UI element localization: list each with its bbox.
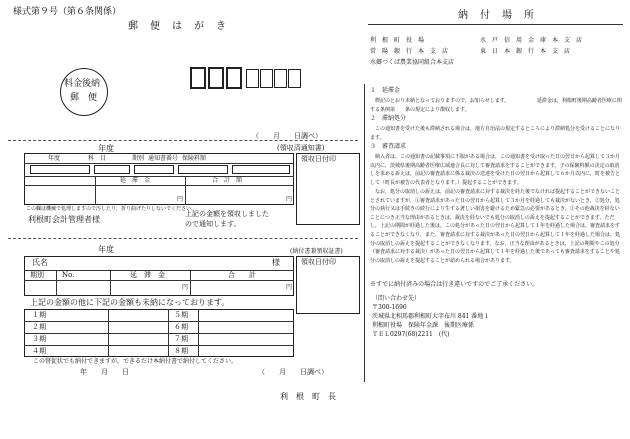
postal-box[interactable] <box>274 69 287 88</box>
received-msg-1: 上記の金額を領収しました <box>185 210 269 218</box>
place-3: 常 陽 銀 行 本 支 店 <box>370 48 449 55</box>
receipt-stamp-box <box>296 153 360 225</box>
section-3-title: ３ 審査請求 <box>370 143 407 150</box>
period-1: １期 <box>32 311 46 319</box>
place-5: 水郷つくば農業協同組合本支店 <box>370 59 455 66</box>
period-2: ２期 <box>32 323 46 331</box>
unpaid-statement: 上記の金額の他に下記の金額も未納になっております。 <box>30 298 230 307</box>
header-premium: 保険料額 <box>182 155 207 162</box>
postal-box[interactable] <box>288 69 301 88</box>
place-2: 水 戸 信 用 金 庫 本 支 店 <box>480 37 583 44</box>
cut-line <box>8 140 358 141</box>
name-label: 氏名 <box>32 258 48 267</box>
receipt-stamp-label: 領収日付印 <box>301 155 336 163</box>
period-6: ６期 <box>174 323 188 331</box>
notice-no-field[interactable] <box>178 165 228 174</box>
receipt2-kind: (納付書兼領収証書) <box>290 248 343 255</box>
receipt2-era: 年度 <box>98 245 114 254</box>
header-total: 合 計 額 <box>212 177 243 184</box>
mayor-title: 利 根 町 長 <box>280 392 336 401</box>
premium-field[interactable] <box>232 165 290 174</box>
section-2-body: この通知書を受けた後も滞納される場合は，地方自治法の規定するところにより滞納処分を受けることになります。 <box>370 126 621 141</box>
section-1-body: 標記のとおり未納となっておりますので，お知らせします。 延滞金は，利根町後期高齢者医療に関する条例第 条の規定により徴収します。 <box>370 98 622 113</box>
honorific: 様 <box>272 258 280 267</box>
header-notice-no: 通知書番号 <box>148 155 179 162</box>
contact-postal: 〒300-1696 <box>372 304 407 311</box>
header-late-fee: 延 滞 金 <box>120 177 151 184</box>
subject-field[interactable] <box>94 165 130 174</box>
receipt-note: この欄は機械で処理しますので汚したり，折り曲げたりしないでください。 <box>26 206 197 212</box>
col-no: No. <box>62 271 75 279</box>
period-field[interactable] <box>134 165 174 174</box>
contact-dept: 利根町役場 保険年金課 後期医療係 <box>372 322 475 329</box>
postal-box[interactable] <box>190 67 206 89</box>
date-line: （ 月 日調べ） <box>258 368 328 376</box>
col-period: 期別 <box>30 271 44 279</box>
place-4: 東 日 本 銀 行 本 支 店 <box>480 48 571 55</box>
header-period: 期別 <box>132 155 145 162</box>
postcard-title: 郵 便 は が き <box>128 21 227 32</box>
payment-places-title: 納 付 場 所 <box>458 10 535 21</box>
period-5: ５期 <box>174 311 188 319</box>
footnote: この督促状でも納付できますが，できるだけ本納付書で納付してください。 <box>33 358 238 365</box>
postal-box[interactable] <box>208 67 224 89</box>
postage-paid-stamp <box>60 68 108 116</box>
form-number: 様式第９号（第６条関係） <box>13 7 122 17</box>
header-year: 年度 <box>48 155 61 162</box>
stamp-line1: 料金後納 <box>64 79 101 89</box>
postal-box[interactable] <box>226 67 242 89</box>
header-subject: 科 目 <box>88 155 107 162</box>
contact-title: （問い合わせ先） <box>372 295 421 302</box>
already-paid-note: ※すでに納付済みの場合は行き違いですのでご了承ください。 <box>370 281 539 288</box>
receipt-era: 年度 <box>98 144 114 153</box>
contact-tel: ＴＥＬ0297(68)2211 (代) <box>372 331 450 338</box>
postal-box[interactable] <box>246 69 259 88</box>
yen-1: 円 <box>177 196 184 203</box>
year-field[interactable] <box>30 165 90 174</box>
period-4: ４期 <box>32 347 46 355</box>
yen-3: 円 <box>182 284 189 291</box>
period-7: ７期 <box>174 335 188 343</box>
period-8: ８期 <box>174 347 188 355</box>
section-3-body-2: なお，処分の取消しの訴えは，前記の審査請求に対する裁決を経た後でなければ提起することができないこととされていますが，①審査請求があった日の翌日から起算して３か月を経過しても裁決がないとき，②処分，処分の執行又は手続きの続行により生ずる著しい損害を避けるため緊急の必要があるとき，③その他裁決を経ないことにつき正当な理由があるときは，裁決を経ないでも処分の取消しの訴えを提起することができます。ただし，上記の期間が経過した後は，この処分があった日の翌日から起算して１年を経過した場合は，審査請求をすることができなくなり，また，審査請求に対する裁決があった日の翌日から起算して１年を経過した場合は，処分の取消しの訴えを提起することができなくなります。なお，正当な理由があるときは，上記の期間やこの処分（審査請求に対する裁決）があった日の翌日から起算して１年を経過した後であっても審査請求をすることや処分の取消しの訴えを提起することが認められる場合があります。 <box>370 189 621 264</box>
place-1: 利 根 町 役 場 <box>370 37 425 44</box>
period-3: ３期 <box>32 335 46 343</box>
received-msg-2: ので通知します。 <box>185 220 241 228</box>
receipt-kind: (領収済通知書) <box>277 144 325 152</box>
yen-2: 円 <box>286 196 293 203</box>
yen-4: 円 <box>286 284 293 291</box>
receipt-date-line: （ 月 日調べ） <box>252 132 322 140</box>
col-total: 合 計 <box>228 271 256 279</box>
receipt-addressee: 利根町会計管理者様 <box>28 215 100 224</box>
section-2-title: ２ 滞納処分 <box>370 115 407 122</box>
contact-address: 茨城県北相馬郡利根町大字布川 841 番地１ <box>372 313 490 320</box>
receipt2-stamp-label: 領収日付印 <box>301 258 336 266</box>
section-1-title: １ 延滞金 <box>370 87 401 94</box>
date-label: 年 月 日 <box>80 368 129 376</box>
cut-line-2 <box>8 238 358 239</box>
postal-box[interactable] <box>260 69 273 88</box>
col-late-fee: 延 滞 金 <box>130 271 165 279</box>
stamp-line2: 郵 便 <box>70 93 98 103</box>
section-3-body: 納入者は，この通知書の記載事項に不服がある場合は，この通知書を受け取った日の翌日から起算して３か月以内に，茨城県後期高齢者医療広域連合長に対して審査請求をすることができます。子の保険料額の決定の取消しを求める訴えは，前記の審査請求に係る裁決の送達を受けた日の翌日から起算して６か月以内に，町を被告として（町長が被告の代表者となります。）提起することができます。 <box>370 154 621 186</box>
